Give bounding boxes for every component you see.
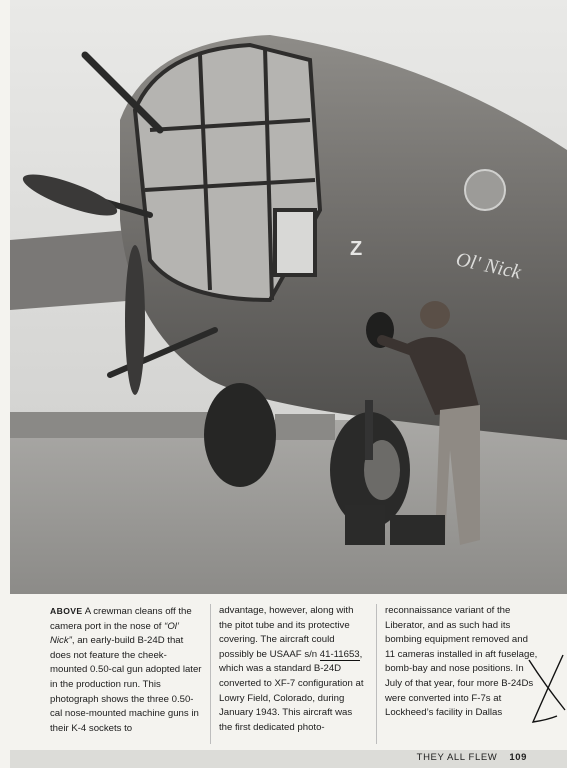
squadron-insignia — [465, 170, 505, 210]
book-title: THEY ALL FLEW — [416, 752, 498, 763]
wing — [10, 230, 140, 310]
caption-column-2: advantage, however, along with the pitot tube and its protective covering. The aircraft could possibly be USAAF s/n 41-11653, which was a standard B-24D converted to XF-7 configuration at Lowry Field, Colorado, during January 1943. This aircraft was the first dedicated photo- — [210, 604, 376, 744]
nose-art: Ol' Nick — [453, 248, 524, 284]
aircraft-photo — [10, 0, 567, 594]
page-number: 109 — [509, 752, 527, 763]
photo-caption — [50, 604, 546, 744]
handwritten-mark — [527, 650, 567, 730]
nose-letter: Z — [350, 238, 363, 260]
page-footer — [417, 752, 527, 763]
caption-lead: ABOVE — [50, 606, 83, 616]
caption-column-1: ABOVE A crewman cleans off the camera port in the nose of “Ol’ Nick”, an early-build B-24D that does not feature the cheek-mounted 0.50-cal gun adopted later in the production run. This photograph shows the three 0.50-cal nose-mounted machine guns in their K-4 sockets to — [50, 606, 202, 734]
aircraft-name: “Ol’ Nick” — [50, 620, 179, 647]
background-drums — [10, 412, 335, 440]
caption-column-3: reconnaissance variant of the Liberator, and as such had its bombing equipment removed and 11 cameras installed in aft fuselage, bomb-bay and nose positions. In July of that year, four more B-24Ds were converted into F-7s at Lockheed’s facility in Dallas — [376, 604, 546, 744]
serial-number: 41-11653 — [319, 648, 360, 660]
nose-glazing — [135, 45, 320, 300]
